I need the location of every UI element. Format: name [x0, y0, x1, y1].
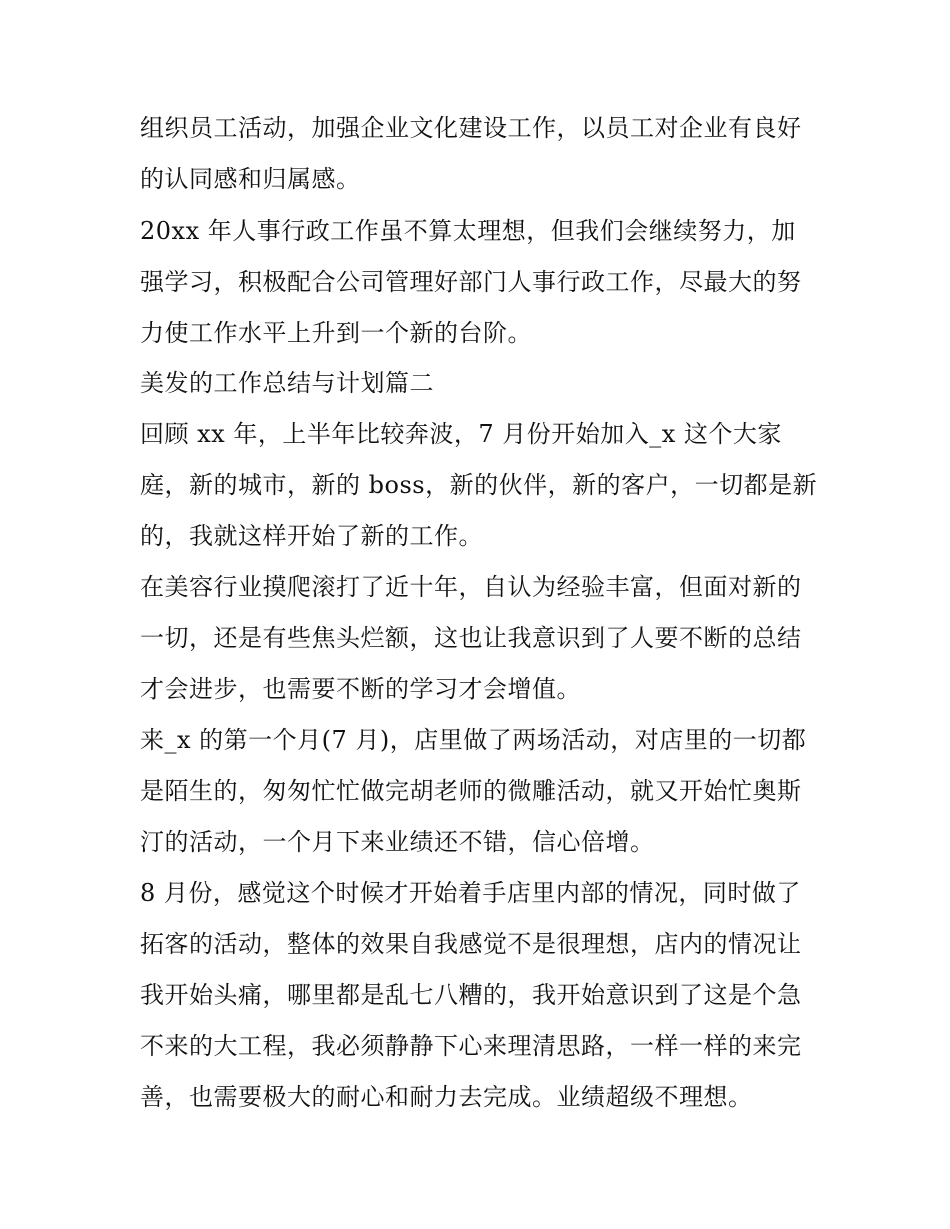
text-line: 的认同感和归属感。 [140, 165, 361, 193]
text-line: 一切，还是有些焦头烂额，这也让我意识到了人要不断的总结 [140, 624, 802, 652]
text-line: 强学习，积极配合公司管理好部门人事行政工作，尽最大的努 [140, 268, 802, 296]
text-line: 力使工作水平上升到一个新的台阶。 [140, 319, 532, 347]
section-heading: 美发的工作总结与计划篇二 [140, 369, 434, 397]
text-line: 8 月份，感觉这个时候才开始着手店里内部的情况，同时做了 [140, 879, 801, 907]
text-line: 来_x 的第一个月(7 月)，店里做了两场活动，对店里的一切都 [140, 726, 807, 754]
text-line: 20xx 年人事行政工作虽不算太理想，但我们会继续努力，加 [140, 217, 796, 245]
text-line: 回顾 xx 年，上半年比较奔波，7 月份开始加入_x 这个大家 [140, 420, 782, 448]
text-line: 组织员工活动，加强企业文化建设工作，以员工对企业有良好 [140, 114, 802, 142]
text-line: 拓客的活动，整体的效果自我感觉不是很理想，店内的情况让 [140, 930, 802, 958]
text-line: 善，也需要极大的耐心和耐力去完成。业绩超级不理想。 [140, 1083, 753, 1111]
text-line: 我开始头痛，哪里都是乱七八糟的，我开始意识到了这是个急 [140, 981, 802, 1009]
text-line: 汀的活动，一个月下来业绩还不错，信心倍增。 [140, 828, 655, 856]
text-line: 在美容行业摸爬滚打了近十年，自认为经验丰富，但面对新的 [140, 573, 802, 601]
text-line: 才会进步，也需要不断的学习才会增值。 [140, 675, 581, 703]
text-line: 的，我就这样开始了新的工作。 [140, 522, 483, 550]
text-line: 是陌生的，匆匆忙忙做完胡老师的微雕活动，就又开始忙奥斯 [140, 777, 802, 805]
text-line: 庭，新的城市，新的 boss，新的伙伴，新的客户，一切都是新 [140, 471, 818, 499]
text-line: 不来的大工程，我必须静静下心来理清思路，一样一样的来完 [140, 1032, 802, 1060]
